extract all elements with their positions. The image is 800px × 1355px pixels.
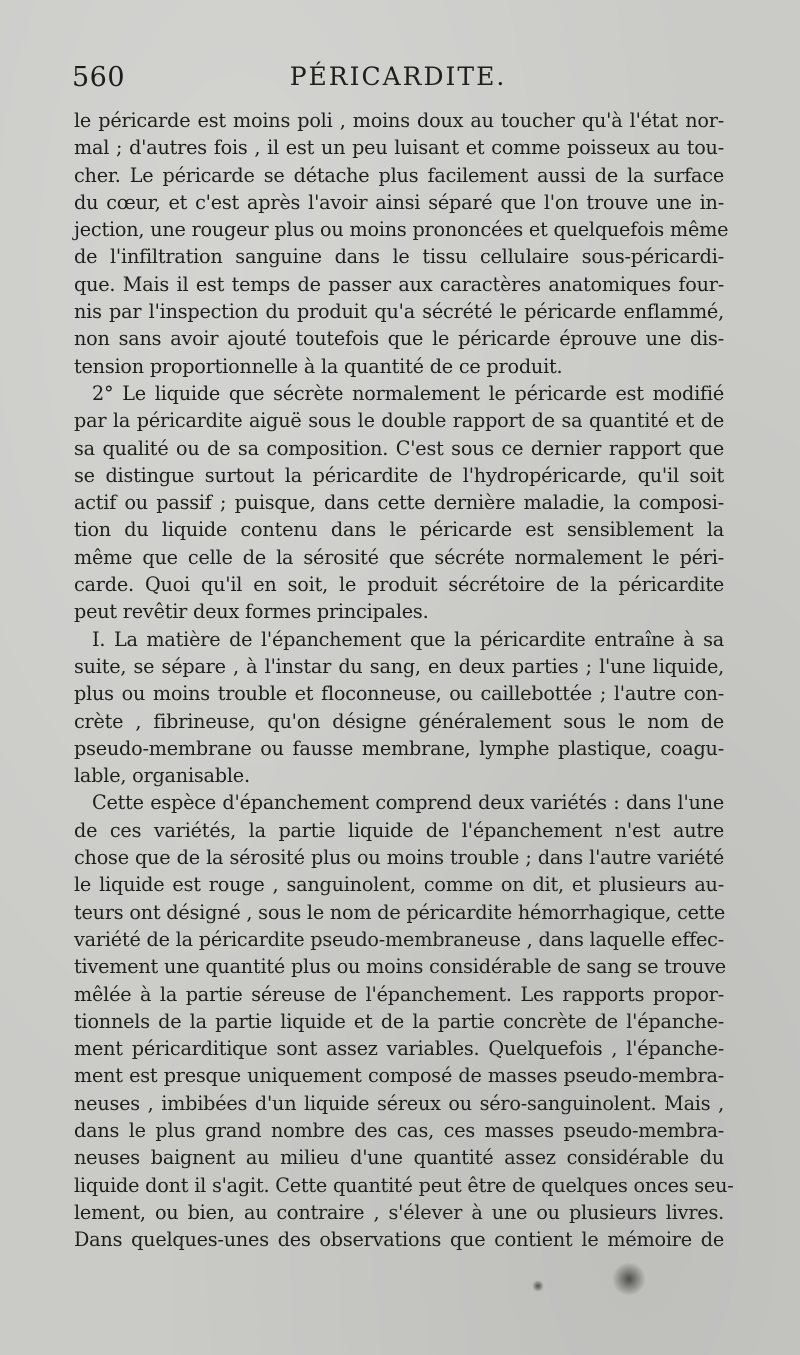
text-line: Cette espèce d'épanchement comprend deux variétés : dans l'une bbox=[92, 791, 724, 815]
text-line: lement, ou bien, au contraire , s'élever à une ou plusieurs livres. bbox=[74, 1200, 724, 1224]
ink-blot bbox=[532, 1280, 544, 1292]
page-number: 560 bbox=[72, 62, 126, 93]
text-line: chose que de la sérosité plus ou moins trouble ; dans l'autre variété bbox=[74, 846, 724, 870]
text-line: teurs ont désigné , sous le nom de péricardite hémorrhagique, cette bbox=[74, 900, 725, 924]
text-line: carde. Quoi qu'il en soit, le produit sécrétoire de la péricardite bbox=[74, 573, 724, 597]
text-line: tion du liquide contenu dans le péricarde est sensiblement la bbox=[74, 518, 724, 542]
text-line: sa qualité ou de sa composition. C'est sous ce dernier rapport que bbox=[74, 436, 724, 460]
text-line: Dans quelques-unes des observations que contient le mémoire de bbox=[74, 1228, 724, 1252]
text-line: I. La matière de l'épanchement que la péricardite entraîne à sa bbox=[92, 627, 724, 651]
text-line: mêlée à la partie séreuse de l'épanchement. Les rapports propor- bbox=[74, 982, 724, 1006]
text-line: liquide dont il s'agit. Cette quantité peut être de quelques onces seu- bbox=[74, 1173, 734, 1197]
text-line: tionnels de la partie liquide et de la partie concrète de l'épanche- bbox=[74, 1009, 724, 1033]
text-line: jection, une rougeur plus ou moins prononcées et quelquefois même bbox=[74, 218, 729, 242]
text-line: 2° Le liquide que sécrète normalement le péricarde est modifié bbox=[92, 381, 724, 405]
text-line: actif ou passif ; puisque, dans cette dernière maladie, la composi- bbox=[74, 491, 724, 515]
text-line: variété de la péricardite pseudo-membraneuse , dans laquelle effec- bbox=[74, 927, 724, 951]
text-line: plus ou moins trouble et floconneuse, ou caillebottée ; l'autre con- bbox=[74, 682, 724, 706]
text-line: du cœur, et c'est après l'avoir ainsi séparé que l'on trouve une in- bbox=[74, 190, 724, 214]
text-line: nis par l'inspection du produit qu'a sécrété le péricarde enflammé, bbox=[74, 300, 724, 324]
text-line: crète , fibrineuse, qu'on désigne généralement sous le nom de bbox=[74, 709, 724, 733]
text-line: par la péricardite aiguë sous le double rapport de sa quantité et de bbox=[74, 409, 724, 433]
text-line: ment est presque uniquement composé de masses pseudo-membra- bbox=[74, 1064, 724, 1088]
page-header bbox=[72, 62, 724, 98]
text-line: de ces variétés, la partie liquide de l'épanchement n'est autre bbox=[74, 818, 724, 842]
text-line: non sans avoir ajouté toutefois que le péricarde éprouve une dis- bbox=[74, 327, 724, 351]
text-line: cher. Le péricarde se détache plus facilement aussi de la surface bbox=[74, 163, 724, 187]
body-text bbox=[74, 107, 734, 1253]
text-line: tivement une quantité plus ou moins considérable de sang se trouve bbox=[74, 955, 726, 979]
text-line: se distingue surtout la péricardite de l'hydropéricarde, qu'il soit bbox=[74, 463, 724, 487]
text-line: pseudo-membrane ou fausse membrane, lymphe plastique, coagu- bbox=[74, 736, 724, 760]
text-line: même que celle de la sérosité que sécréte normalement le péri- bbox=[74, 545, 724, 569]
text-line: mal ; d'autres fois , il est un peu luisant et comme poisseux au tou- bbox=[74, 136, 724, 160]
text-line: neuses , imbibées d'un liquide séreux ou séro-sanguinolent. Mais , bbox=[74, 1091, 724, 1115]
text-line: de l'infiltration sanguine dans le tissu cellulaire sous-péricardi- bbox=[74, 245, 724, 269]
text-line: ment péricarditique sont assez variables. Quelquefois , l'épanche- bbox=[74, 1037, 724, 1061]
text-line: dans le plus grand nombre des cas, ces masses pseudo-membra- bbox=[74, 1118, 724, 1142]
text-line: peut revêtir deux formes principales. bbox=[74, 600, 429, 624]
text-line: lable, organisable. bbox=[74, 764, 250, 788]
text-line: suite, se sépare , à l'instar du sang, en deux parties ; l'une liquide, bbox=[74, 654, 724, 678]
text-line: tension proportionnelle à la quantité de ce produit. bbox=[74, 354, 563, 378]
ink-blot bbox=[612, 1262, 646, 1296]
text-line: le liquide est rouge , sanguinolent, comme on dit, et plusieurs au- bbox=[74, 873, 724, 897]
text-line: le péricarde est moins poli , moins doux au toucher qu'à l'état nor- bbox=[74, 109, 724, 132]
text-line: neuses baignent au milieu d'une quantité assez considérable du bbox=[74, 1146, 724, 1170]
text-line: que. Mais il est temps de passer aux caractères anatomiques four- bbox=[74, 272, 724, 296]
running-title: PÉRICARDITE. bbox=[289, 62, 507, 91]
